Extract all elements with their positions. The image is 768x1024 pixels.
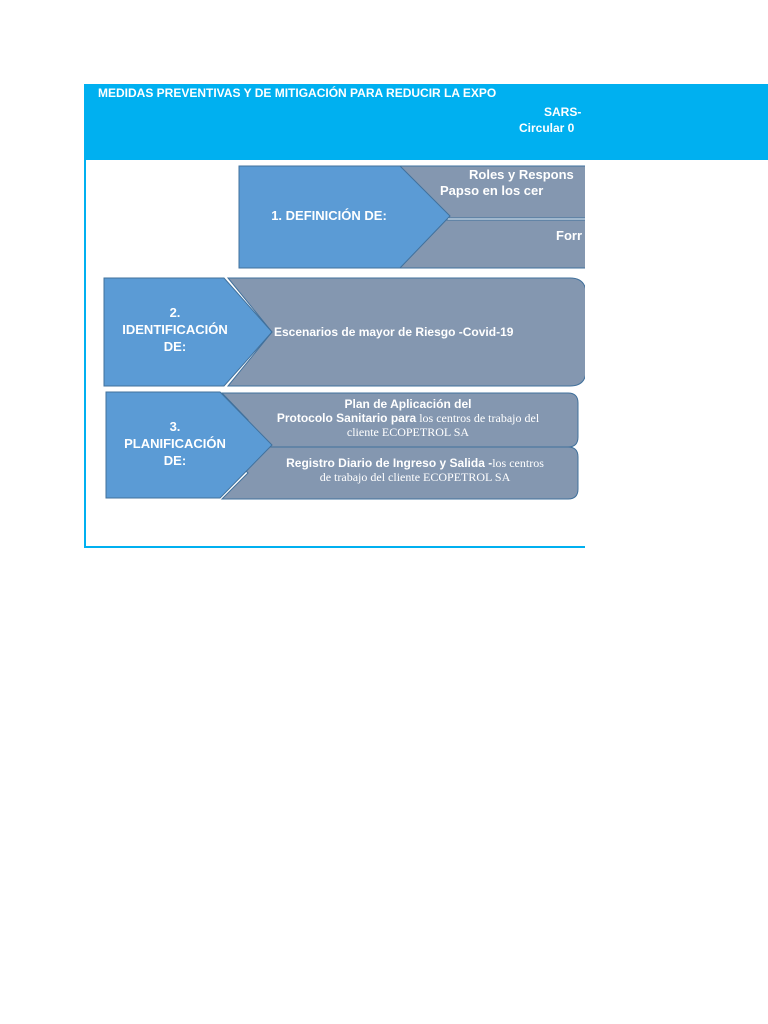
step3-item2-line1 xyxy=(252,456,578,470)
step3-item1-line1: Plan de Aplicación del xyxy=(344,397,472,411)
step2-label-line1: 2. xyxy=(169,305,181,320)
step3-label-line3: DE: xyxy=(163,453,187,468)
step2-label xyxy=(108,304,242,355)
step1-item2-text: Forr xyxy=(556,228,582,243)
step2-item1-text: Escenarios de mayor de Riesgo -Covid-19 xyxy=(274,325,514,339)
step3-item2-line2: de trabajo del cliente ECOPETROL SA xyxy=(319,470,511,484)
step3-item2-text xyxy=(252,456,578,484)
step3-item1-line3: cliente ECOPETROL SA xyxy=(346,425,470,439)
header-title-line-3: Circular 0 xyxy=(519,121,575,135)
header-title-line-2: SARS- xyxy=(544,105,582,119)
step1-item1-line1: Roles y Respons xyxy=(469,167,574,182)
step1-item1-text xyxy=(440,167,585,199)
step3-item1-line2-rest: los centros de trabajo del xyxy=(416,411,540,425)
step3-item2-line1-bold: Registro Diario de Ingreso y Salida - xyxy=(286,456,493,470)
step3-item1-text xyxy=(238,397,578,439)
header-title-line-1: MEDIDAS PREVENTIVAS Y DE MITIGACIÓN PARA REDUCIR LA EXPO xyxy=(98,86,497,100)
step2-label-line3: DE: xyxy=(163,339,187,354)
step3-item1-line2 xyxy=(238,411,578,425)
step3-label-line2: PLANIFICACIÓN xyxy=(124,436,226,451)
step3-label-line1: 3. xyxy=(169,419,181,434)
step2-label-line2: IDENTIFICACIÓN xyxy=(122,322,228,337)
step3-item2-line1-rest: los centros xyxy=(492,456,544,470)
step3-label xyxy=(108,418,242,469)
step1-label: 1. DEFINICIÓN DE: xyxy=(271,208,387,223)
step1-item1-line2: Papso en los cer xyxy=(440,183,544,198)
step3-item1-line2-bold: Protocolo Sanitario para xyxy=(276,411,417,425)
